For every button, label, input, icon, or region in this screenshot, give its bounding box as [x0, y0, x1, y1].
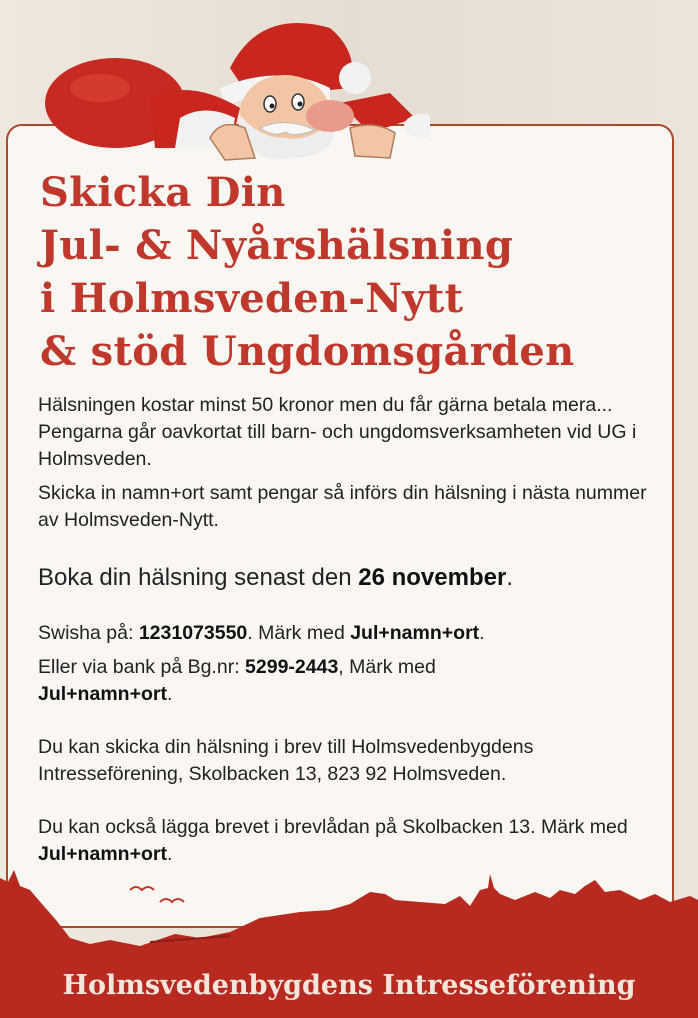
headline-line-1: Skicka Din [40, 169, 286, 216]
swish-suffix: . [479, 622, 485, 644]
mailbox-mark: Jul+namn+ort [38, 843, 167, 865]
bank-line [38, 654, 436, 708]
footer-organization: Holmsvedenbygdens Intresseförening [62, 970, 636, 1001]
deadline-date: 26 november [358, 564, 507, 591]
deadline-line [38, 564, 513, 591]
cost-paragraph: Hälsningen kostar minst 50 kronor men du får gärna betala mera... Pengarna går oavkortat till barn- och ungdomsverksamheten vid UG i Holmsveden. [38, 394, 637, 470]
swish-prefix: Swisha på: [38, 622, 139, 644]
bank-number: 5299-2443 [245, 656, 339, 678]
swish-middle: . Märk med [247, 622, 351, 644]
bank-mark: Jul+namn+ort [38, 683, 167, 705]
headline [40, 166, 670, 378]
letter-paragraph: Du kan skicka din hälsning i brev till Holmsvedenbygdens Intresseförening, Skolbacken 13, 823 92 Holmsveden. [38, 736, 534, 785]
deadline-prefix: Boka din hälsning senast den [38, 564, 359, 591]
deadline-suffix: . [506, 564, 513, 591]
swish-line [38, 620, 485, 647]
send-in-paragraph: Skicka in namn+ort samt pengar så införs din hälsning i nästa nummer av Holmsveden-Nytt. [38, 482, 647, 531]
santa-peeking-icon [30, 8, 430, 168]
bank-middle: , Märk med [338, 656, 436, 678]
bank-suffix: . [166, 683, 173, 705]
mailbox-text: Du kan också lägga brevet i brevlådan på Skolbacken 13. Märk med [38, 816, 628, 838]
headline-line-2: Jul- & Nyårshälsning [40, 222, 514, 269]
mailbox-suffix: . [166, 843, 173, 865]
swish-mark: Jul+namn+ort [350, 622, 480, 644]
swish-number: 1231073550 [138, 622, 248, 644]
bank-prefix: Eller via bank på Bg.nr: [38, 656, 246, 678]
headline-line-3: i Holmsveden-Nytt [40, 275, 464, 322]
headline-line-4: & stöd Ungdomsgården [40, 328, 575, 375]
